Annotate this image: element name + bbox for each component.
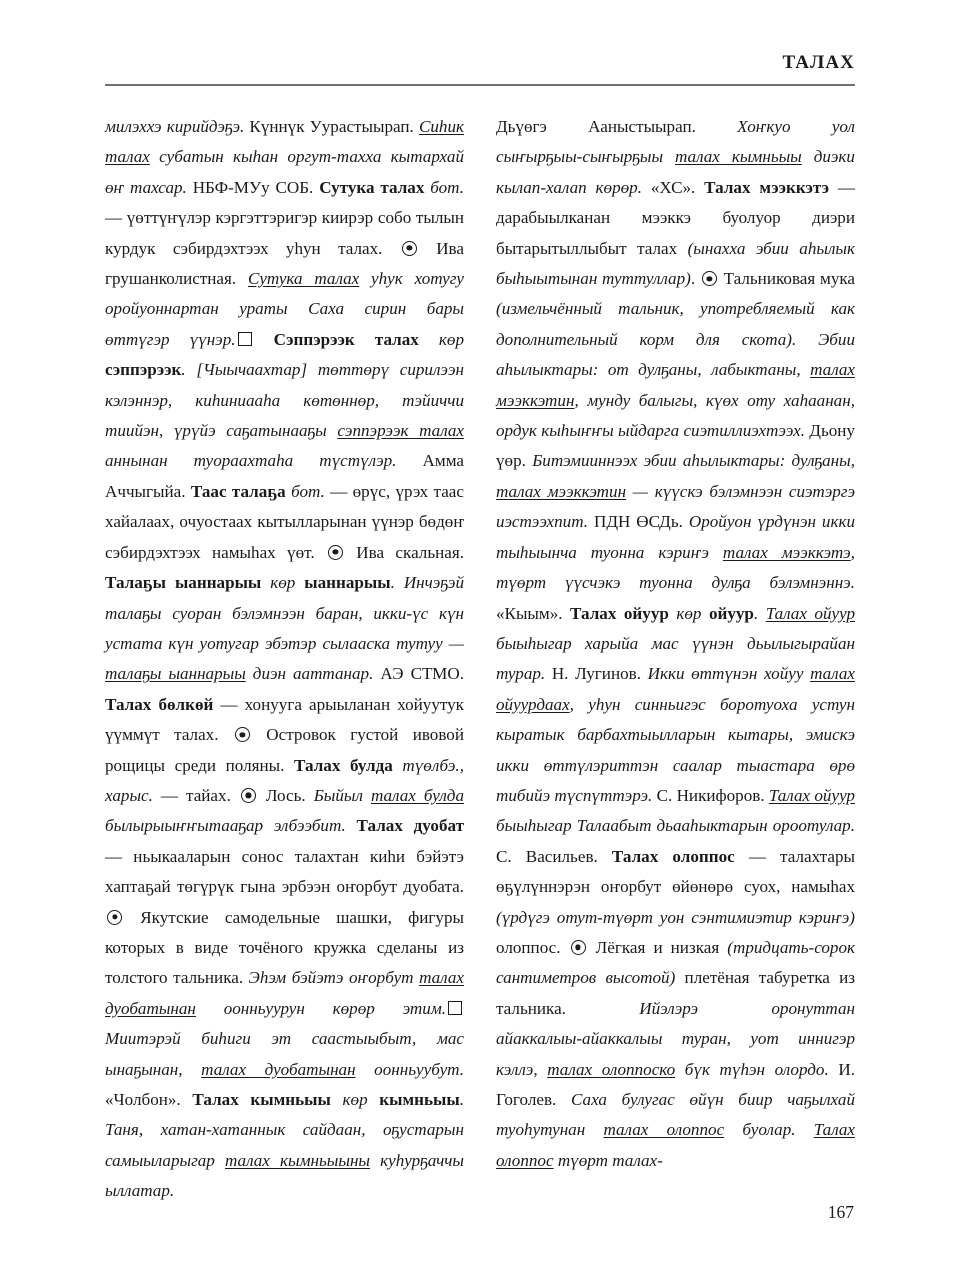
text-run: Талах ойуур <box>765 603 855 623</box>
header-divider <box>105 84 855 86</box>
text-run: Талах кымньыы <box>192 1090 331 1109</box>
text-run: көр <box>668 603 709 623</box>
text-run: Талах олоппос <box>611 846 735 866</box>
text-run: быыһыгар Талаабыт дьааһыктарын ороотулар. <box>496 816 855 836</box>
text-run: Күннүк Уурастыырап. <box>244 117 419 136</box>
text-run: ойуур <box>708 603 754 623</box>
text-run: Быйыл <box>313 785 371 805</box>
sense-marker-icon <box>702 271 717 286</box>
text-run: . [Чыычаахтар] төттөрү сирилээн кэлэннэр, киһиниааһа көтөннөр, тэйиччи тиийэн, үрүйэ саҕатынааҕы <box>105 360 464 441</box>
text-run: түөрт талах‑ <box>553 1150 663 1170</box>
text-run: Талаҕы ыаннарыы <box>105 573 262 593</box>
text-run: Лось. <box>257 785 314 805</box>
text-run: талах дуобатынан <box>105 968 464 1018</box>
text-run: талах дуобатынан <box>201 1059 356 1079</box>
text-run: «Чолбон». <box>105 1090 193 1109</box>
text-run: сэппэрээк <box>105 360 182 380</box>
text-run: — хонууга арыыланан хойуутук үүммүт талах. <box>105 694 464 745</box>
text-run: талах олоппос <box>603 1120 725 1140</box>
text-run: «ХС». <box>642 177 705 197</box>
text-run: көр <box>261 573 305 593</box>
text-run: Тальниковая мука <box>718 269 855 289</box>
text-run: Хоҥкуо уол сыҥырҕыы‑сыҥырҕыы <box>496 117 855 167</box>
sense-marker-icon <box>241 788 256 803</box>
text-run: оонньуурун көрөр этим. <box>195 998 446 1018</box>
text-run: оонньуубут. <box>355 1059 464 1079</box>
text-run: — ньыкааларын сонос талахтан киһи бэйэтэ хаптаҕай төгүрүк гына эрбээн оҥорбут дуобата. <box>105 846 464 897</box>
text-run: буолар. <box>724 1120 814 1140</box>
text-run: (үрдүгэ отут‑түөрт уон сэнтимиэтир кэриҥэ) <box>496 907 855 927</box>
text-run: Талах ойуур <box>570 603 669 623</box>
text-run: АЭ СТМО. <box>373 664 465 684</box>
text-run: Икки өттүнэн хойуу <box>647 664 811 684</box>
column-left-text <box>105 112 464 1207</box>
text-run: Н. Лугинов. <box>545 664 648 684</box>
text-run: Сутука талах <box>247 269 360 289</box>
text-run: . <box>690 269 700 289</box>
text-run: талах кымньыыны <box>225 1150 370 1170</box>
text-run: , түөрт үүсчэкэ туонна дулҕа бэлэмнэннэ. <box>496 542 855 593</box>
text-run: диэн ааттанар. <box>245 664 374 684</box>
text-run: кымньыы <box>379 1090 460 1109</box>
text-run: Островок густой ивовой рощицы среди поляны. <box>105 725 464 775</box>
text-run: ПДН ӨСДь. <box>588 512 689 532</box>
text-run: олоппос. <box>496 937 569 957</box>
text-run: диэки кылап‑халап көрөр. <box>496 147 855 197</box>
text-run: Миитэрэй биһиги эт саастыыбыт, мас ынаҕынан, <box>105 1029 464 1079</box>
text-run: Саха булугас өйүн биир чаҕылхай туоһутунан <box>496 1090 856 1140</box>
text-run: (тридцать‑сорок сантиметров высотой) <box>496 937 855 988</box>
sense-marker-icon <box>571 940 586 955</box>
text-run: талах мээккэтэ <box>722 542 851 562</box>
text-run: НБФ‑МУу СОБ. <box>186 177 320 197</box>
column-left <box>105 112 465 1201</box>
text-run: С. Никифоров. <box>652 785 769 805</box>
text-run: Таас талаҕа <box>190 481 286 501</box>
text-run: — күүскэ бэлэмнээн сиэтэргэ иэстээхпит. <box>496 481 855 532</box>
text-run: . Таня, хатан‑хатаннык сайдаан, оҕустарын самыыларыгар <box>105 1090 464 1170</box>
phrase-marker-icon <box>448 1001 462 1015</box>
text-run: (ынахха эбии аһылык быһыытынан туттуллар) <box>496 238 855 289</box>
text-run: Талах мээккэтэ <box>704 177 830 197</box>
text-run: сэппэрээк талах <box>337 421 464 441</box>
sense-marker-icon <box>235 727 250 742</box>
text-run: ыаннарыы <box>304 573 391 593</box>
text-run: субатын кыһан оргут‑тахха кытархай өҥ тахсар. <box>105 147 464 197</box>
text-run: көр <box>330 1090 380 1109</box>
sense-marker-icon <box>328 545 343 560</box>
text-run: бот. <box>424 177 464 197</box>
text-run: Ива грушанколистная. <box>105 238 464 289</box>
text-run: (измельчённый тальник, употребляемый как дополнительный корм для скота) <box>496 299 855 349</box>
text-run: бот. <box>285 481 325 501</box>
text-run: , мунду балыгы, күөх оту хаһаанан, ордук кыһыҥҥы ыйдарга сиэтиллиэхтээх. <box>496 390 855 441</box>
phrase-marker-icon <box>238 332 252 346</box>
text-run: талах булда <box>370 785 464 805</box>
text-run: Якутские самодельные шашки, фигуры которых в виде точёного кружка сделаны из толстого тальника. <box>105 907 464 988</box>
text-run: С. Васильев. <box>496 846 612 866</box>
sense-marker-icon <box>107 910 122 925</box>
column-right-text <box>496 112 855 1176</box>
text-run: талах кымньыы <box>675 147 802 167</box>
text-run: И. Гоголев. <box>496 1059 855 1109</box>
text-run: милэххэ кирийдэҕэ. <box>105 117 245 136</box>
text-run: плетёная табуретка из тальника. <box>496 968 855 1018</box>
text-run: Талах булда <box>294 755 393 775</box>
text-run: уһук хотугу оройуоннартан ураты Саха сирин бары өттүгэр үүнэр. <box>105 269 464 349</box>
text-run: — үөттүҥүлэр кэргэттэригэр киирэр собо тылын курдук сэбирдэхтээх уһун талах. <box>105 208 464 258</box>
text-run: Ива скальная. <box>344 542 464 562</box>
text-run: аннынан туораахтаһа түстүлэр. <box>105 451 397 471</box>
text-run: . <box>753 603 766 623</box>
text-run: талах олоппоско <box>547 1059 676 1079</box>
text-run: көр <box>418 329 464 349</box>
text-run: Талах бөлкөй <box>105 694 214 714</box>
text-run: талах ойуурдаах <box>496 664 855 714</box>
text-run: Дьүөгэ Ааныстыырап. <box>496 117 738 136</box>
text-run: түөлбэ., харыс. <box>105 755 464 805</box>
text-run: «Кыым». <box>496 603 571 623</box>
text-run: — өрүс, үрэх таас хайалаах, очуостаах кытылларынан үүнэр бөдөҥ сэбирдэхтээх намыһах үөт. <box>105 481 464 562</box>
text-run: куһурҕаччы ыллатар. <box>105 1150 464 1201</box>
text-run: — дарабыылканан мээккэ буолуор диэри бытарытыллыбыт талах <box>496 177 856 258</box>
text-run: , уһун синньигэс боротуоха устун кыратык барбахтыылларын кытары, эмискэ икки өттүлэриттэн саалар тыастара өрө тибийэ түспүттэрэ. <box>496 694 855 805</box>
text-run: — тайах. <box>152 785 239 805</box>
text-run: Сиһик талах <box>105 117 464 167</box>
running-head-title: ТАЛАХ <box>782 52 855 73</box>
column-right <box>496 112 855 1182</box>
running-head <box>105 52 855 86</box>
text-run: Талах олоппос <box>496 1120 855 1170</box>
text-run: бүк түһэн олордо. <box>675 1059 829 1079</box>
text-run: Ийэлэрэ оронуттан айаккалыы‑айаккалыы туран, уот иннигэр кэллэ, <box>496 998 855 1079</box>
text-run: Битэмииннээх эбии аһылыктары: дулҕаны, <box>532 451 856 471</box>
text-run: талах мээккэтин <box>496 481 627 501</box>
text-run: Амма Аччыгыйа. <box>105 451 464 501</box>
sense-marker-icon <box>402 241 417 256</box>
text-run: былырыыҥҥытааҕар элбээбит. <box>105 816 346 836</box>
text-run: талаҕы ыаннарыы <box>105 664 246 684</box>
text-run: Сэппэрээк талах <box>253 329 419 349</box>
text-run: Дьону үөр. <box>496 421 855 471</box>
text-run: . Эбии аһылыктары: от дулҕаны, лабыктаны, <box>496 329 855 380</box>
text-run: — талахтары өҕүлүннэрэн оҥорбут өйөнөрө суох, намыһах <box>496 846 856 897</box>
text-run: Сутука талах <box>319 177 425 197</box>
text-run: Талах дуобат <box>345 816 464 836</box>
text-run: Талах ойуур <box>768 785 855 805</box>
text-run: Эһэм бэйэтэ оҥорбут <box>248 968 420 988</box>
text-run: быыһыгар харыйа мас үүнэн дьылыгырайан турар. <box>496 633 855 684</box>
text-run: талах мээккэтин <box>496 360 855 410</box>
body-columns <box>105 112 856 1201</box>
text-run: Оройуон үрдүнэн икки тыһыынча туонна кэриҥэ <box>496 512 856 562</box>
text-run: Лёгкая и низкая <box>587 937 728 957</box>
page-number: 167 <box>827 1202 854 1222</box>
text-run: . Инчэҕэй талаҕы суоран бэлэмнээн баран, икки‑үс күн устата күн уотугар эбэтэр сылааска тутуу — <box>105 573 465 653</box>
